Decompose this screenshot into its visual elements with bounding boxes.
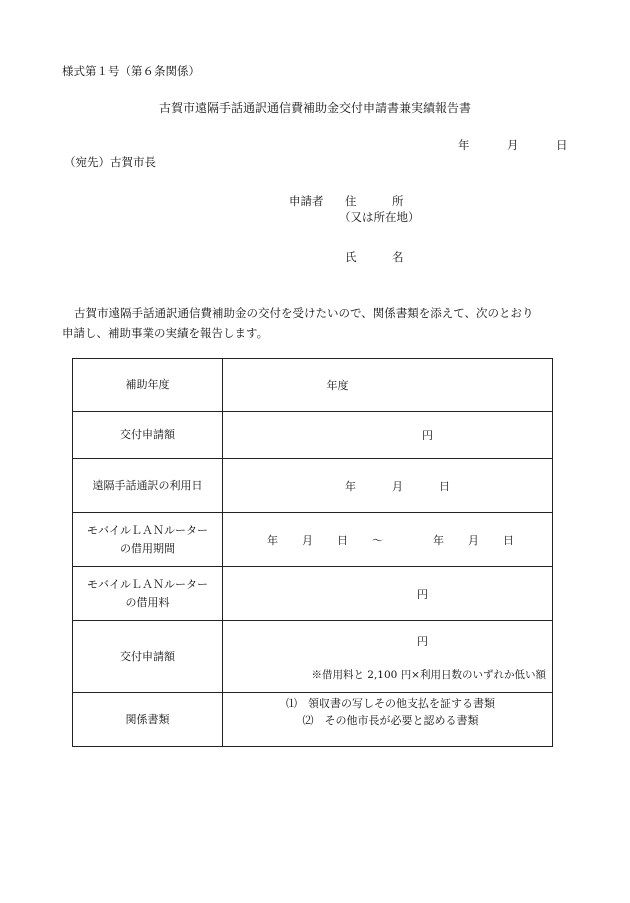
table-row [73, 513, 553, 567]
date-month-label: 月 [507, 138, 519, 152]
table-row [73, 693, 553, 747]
subsidy-year-label: 補助年度 [73, 359, 223, 412]
related-document-item-1: ⑴ 領収書の写しその他支払を証する書類 [286, 697, 495, 710]
document-title: 古賀市遠隔手話通訳通信費補助金交付申請書兼実績報告書 [158, 101, 471, 115]
period-tilde: ～ [372, 533, 383, 547]
application-table [72, 358, 553, 747]
rental-period-label [73, 513, 223, 567]
address-label-part2: 所 [392, 194, 404, 208]
name-label-part1: 氏 [345, 250, 357, 264]
related-documents-list [223, 693, 553, 747]
table-row [73, 412, 553, 459]
grant-amount-note: ※借用料と 2,100 円×利用日数のいずれか低い額 [311, 669, 546, 681]
form-number: 様式第１号（第６条関係） [62, 64, 200, 78]
yen-unit: 円 [422, 429, 433, 442]
grant-amount-label: 交付申請額 [73, 412, 223, 459]
period-start-month-unit: 月 [302, 533, 313, 547]
period-start-year-unit: 年 [267, 533, 278, 547]
rental-fee-label [73, 567, 223, 621]
body-paragraph [62, 303, 572, 343]
applicant-label: 申請者 [289, 194, 324, 208]
grant-amount-value [223, 412, 553, 459]
rental-fee-value [223, 567, 553, 621]
body-line-1 [62, 303, 572, 323]
usage-month-unit: 月 [392, 479, 403, 493]
period-start-day-unit: 日 [337, 533, 348, 547]
grant-amount-2-label: 交付申請額 [73, 621, 223, 693]
body-line-2: 申請し、補助事業の実績を報告します。 [62, 326, 269, 340]
period-end-day-unit: 日 [503, 533, 514, 547]
table-row [73, 359, 553, 412]
rental-period-value [223, 513, 553, 567]
body-text-1: 古賀市遠隔手話通訳通信費補助金の交付を受けたいので、関係書類を添えて、次のとおり [74, 306, 534, 320]
rental-period-label-line2: の借用期間 [120, 541, 175, 555]
rental-fee-label-line1: モバイルＬＡＮルーター [87, 577, 208, 591]
grant-amount-2-yen-unit: 円 [417, 635, 428, 648]
related-document-item-2: ⑵ その他市長が必要と認める書類 [302, 714, 479, 727]
addressee: （宛先）古賀市長 [64, 155, 156, 169]
table-row [73, 567, 553, 621]
rental-fee-label-line2: の借用料 [125, 595, 170, 609]
date-day-label: 日 [556, 138, 568, 152]
rental-period-label-line1: モバイルＬＡＮルーター [87, 523, 208, 537]
date-year-label: 年 [458, 138, 470, 152]
usage-date-label: 遠隔手話通訳の利用日 [73, 459, 223, 513]
usage-day-unit: 日 [439, 479, 450, 493]
rental-fee-yen-unit: 円 [417, 587, 428, 601]
address-label-part1: 住 [345, 194, 357, 208]
table-row [73, 621, 553, 693]
fiscal-year-unit: 年度 [326, 379, 349, 392]
related-documents-label: 関係書類 [73, 693, 223, 747]
period-end-month-unit: 月 [468, 533, 479, 547]
subsidy-year-value [223, 359, 553, 412]
address-note: （又は所在地） [339, 210, 420, 224]
usage-date-value [223, 459, 553, 513]
grant-amount-2-value [223, 621, 553, 693]
usage-year-unit: 年 [345, 479, 356, 493]
name-label-part2: 名 [392, 250, 404, 264]
period-end-year-unit: 年 [433, 533, 444, 547]
table-row [73, 459, 553, 513]
